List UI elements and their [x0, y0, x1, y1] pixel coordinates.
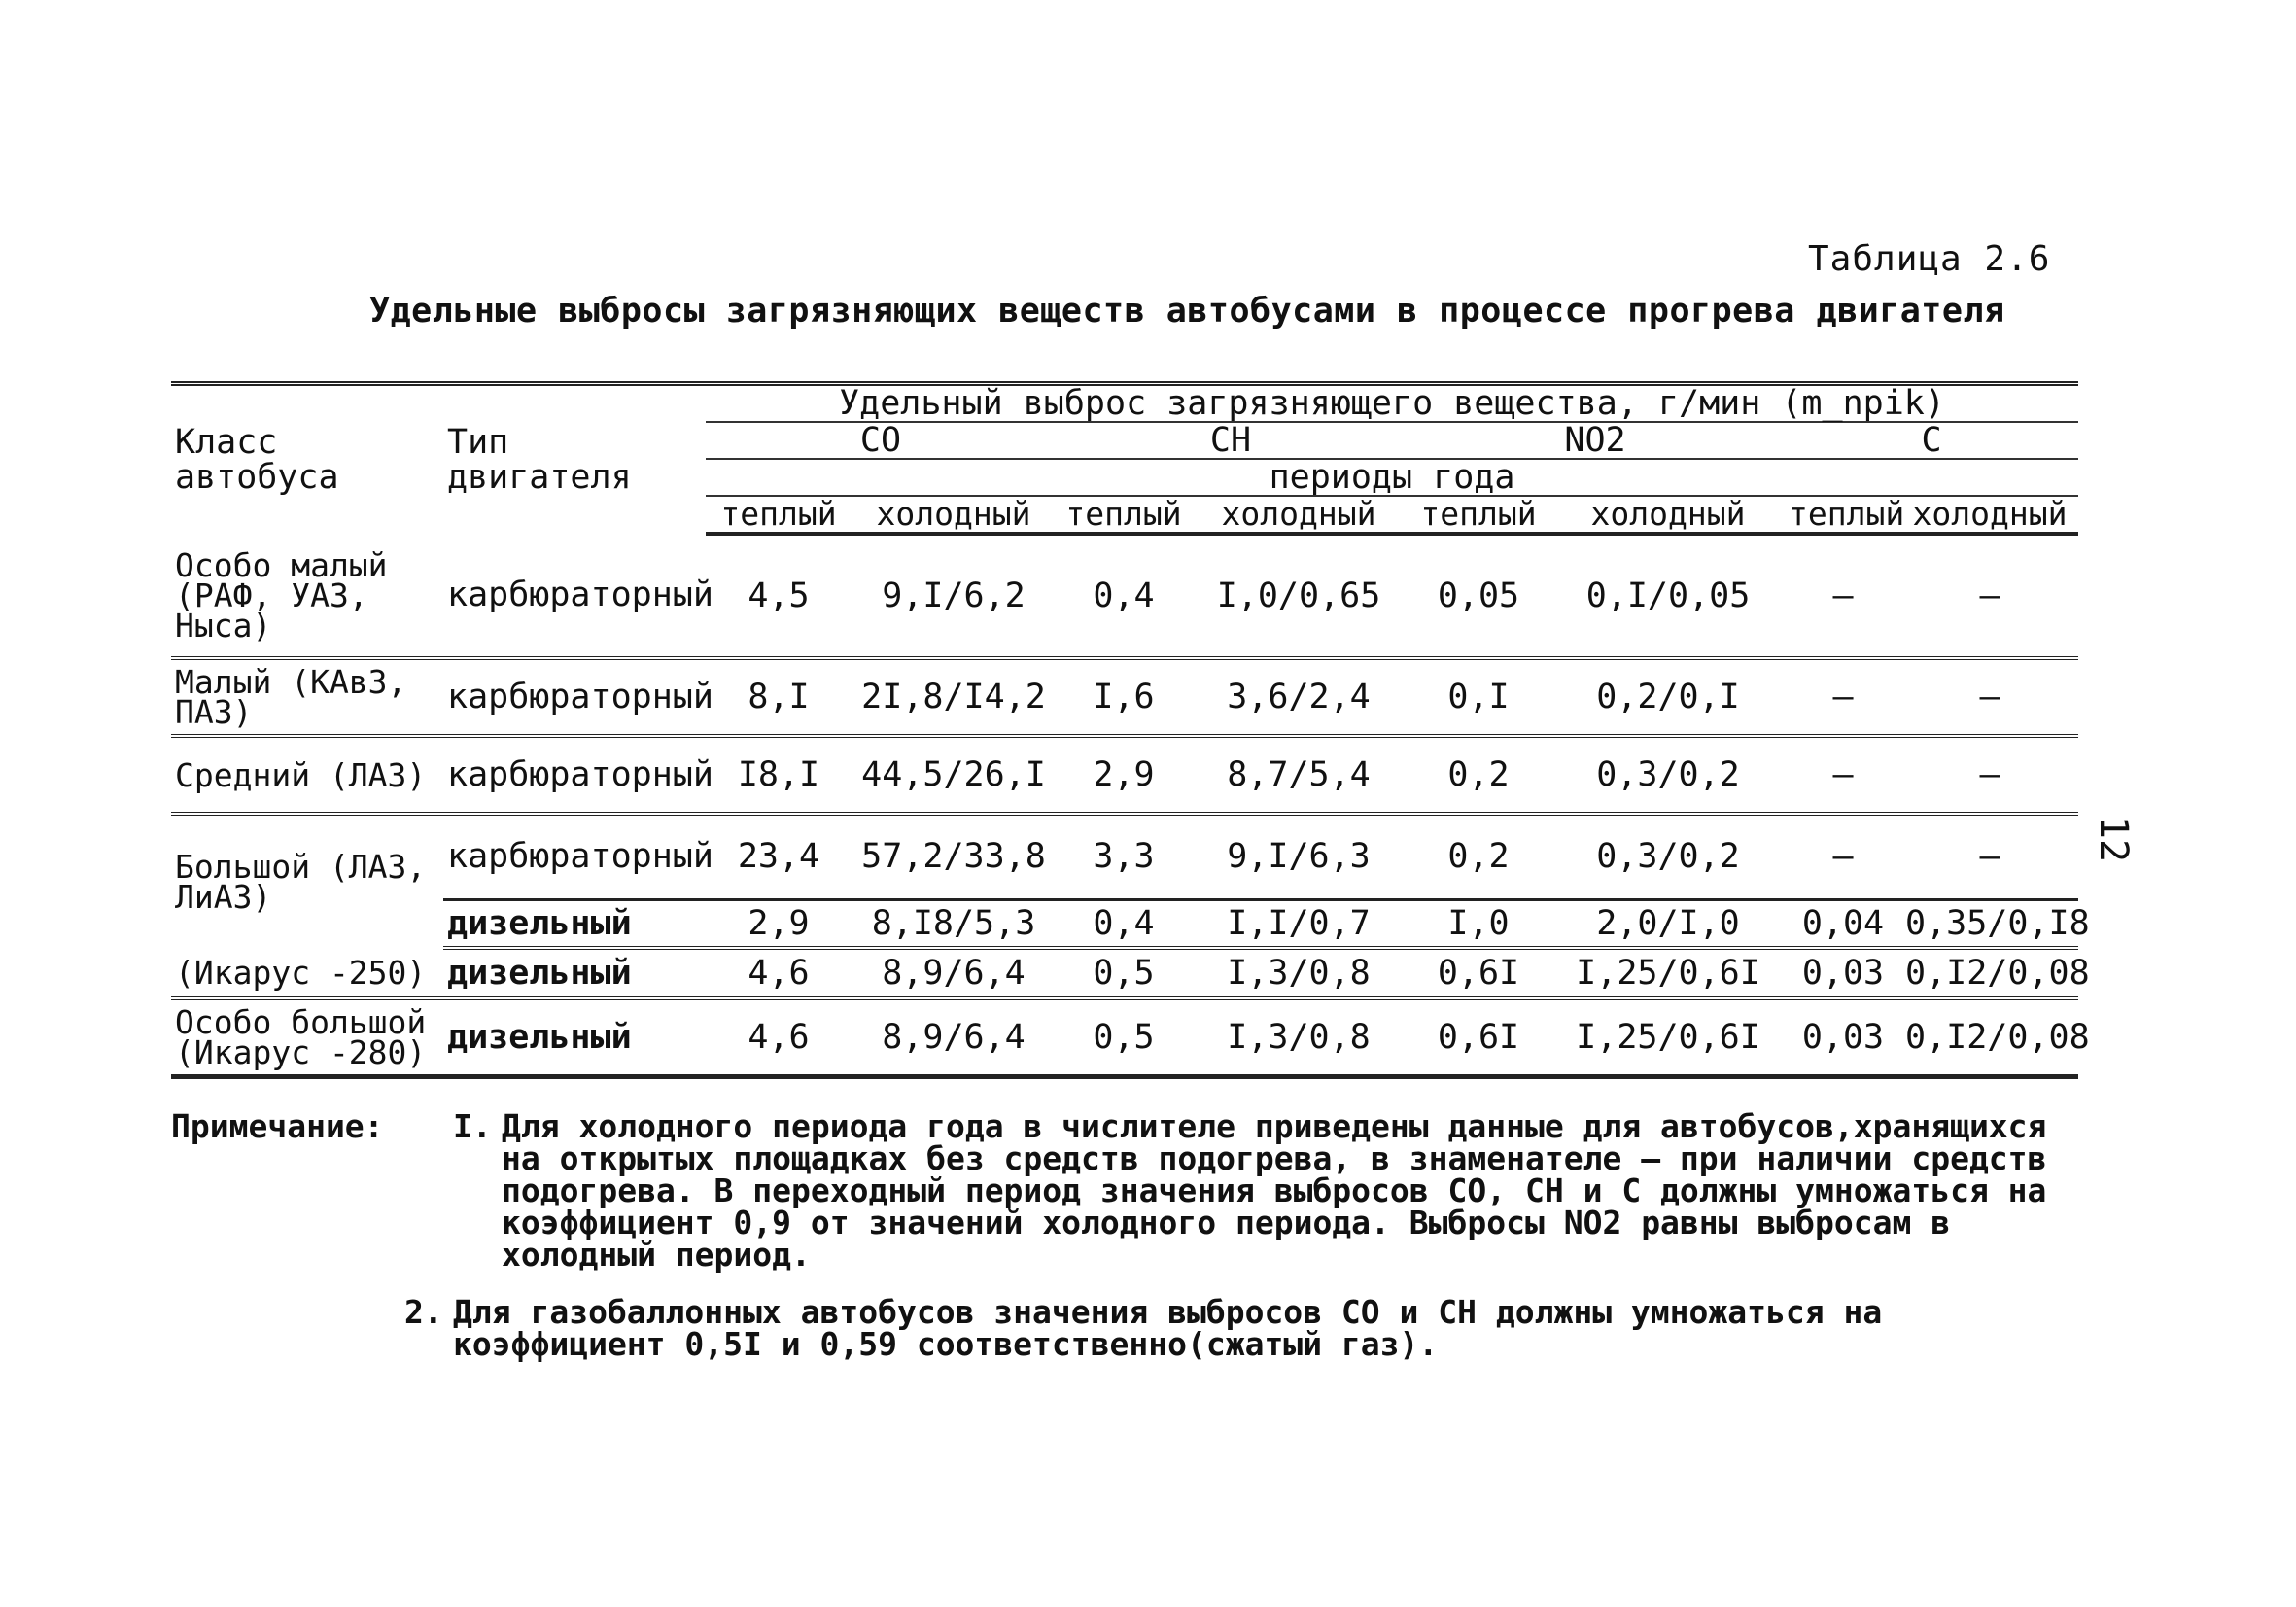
value-cell: 44,5/26,I	[852, 736, 1056, 814]
value-cell: 2,9	[1056, 736, 1192, 814]
value-cell: 0,I2/0,08	[1901, 998, 2078, 1076]
value-cell: –	[1901, 534, 2078, 658]
col-header-ch: CH	[1056, 422, 1406, 459]
bus-class: Особо большой (Икарус -280)	[171, 998, 443, 1076]
col-header-season: теплый	[1056, 496, 1192, 534]
value-cell: 3,3	[1056, 814, 1192, 899]
value-cell: I,3/0,8	[1192, 998, 1406, 1076]
table-number: Таблица 2.6	[1808, 239, 2051, 279]
value-cell: 0,3/0,2	[1551, 814, 1785, 899]
table-row	[171, 998, 2078, 1076]
note-number: I.	[453, 1107, 492, 1145]
bus-class: Малый (КАвЗ, ПАЗ)	[171, 658, 443, 736]
table-row	[171, 736, 2078, 814]
col-header-group: Удельный выброс загрязняющего вещества, г/мин (m_npik)	[706, 384, 2078, 423]
value-cell: –	[1785, 736, 1901, 814]
value-cell: I8,I	[706, 736, 852, 814]
engine-type: карбюраторный	[443, 736, 706, 814]
value-cell: 8,9/6,4	[852, 948, 1056, 998]
value-cell: 0,4	[1056, 534, 1192, 658]
engine-type: дизельный	[443, 899, 706, 948]
col-header-season: теплый	[1406, 496, 1551, 534]
value-cell: 23,4	[706, 814, 852, 899]
value-cell: –	[1785, 658, 1901, 736]
value-cell: –	[1901, 658, 2078, 736]
value-cell: I,0	[1406, 899, 1551, 948]
bus-class: (Икарус -250)	[171, 948, 443, 998]
notes-label: Примечание:	[171, 1107, 384, 1145]
value-cell: 4,6	[706, 948, 852, 998]
engine-type: карбюраторный	[443, 658, 706, 736]
value-cell: 0,03	[1785, 948, 1901, 998]
value-cell: 8,7/5,4	[1192, 736, 1406, 814]
col-header-co: CO	[706, 422, 1056, 459]
note-text: Для холодного периода года в числителе приведены данные для автобусов,хранящихся на открытых площадках без средств подогрева, в знаменателе – при наличии средств подогрева. В переходный период значения выбросов CO, CH и C должны умножаться на коэффициент 0,9 от значений холодного периода. Выбросы NO2 равны выбросам в холодный период.	[502, 1107, 2047, 1274]
value-cell: I,0/0,65	[1192, 534, 1406, 658]
emissions-table	[171, 381, 2090, 1079]
value-cell: 8,I8/5,3	[852, 899, 1056, 948]
value-cell: 0,5	[1056, 948, 1192, 998]
table-row	[171, 658, 2078, 736]
value-cell: 0,6I	[1406, 948, 1551, 998]
col-header-periods: периоды года	[706, 459, 2078, 496]
value-cell: 0,2	[1406, 736, 1551, 814]
col-header-season: холодный	[1901, 496, 2078, 534]
value-cell: I,25/0,6I	[1551, 948, 1785, 998]
value-cell: 0,04	[1785, 899, 1901, 948]
note-2	[171, 1293, 2057, 1363]
value-cell: 0,I	[1406, 658, 1551, 736]
value-cell: I,25/0,6I	[1551, 998, 1785, 1076]
col-header-season: холодный	[852, 496, 1056, 534]
value-cell: 57,2/33,8	[852, 814, 1056, 899]
value-cell: 8,9/6,4	[852, 998, 1056, 1076]
value-cell: 0,I/0,05	[1551, 534, 1785, 658]
value-cell: –	[1901, 736, 2078, 814]
value-cell: 0,2/0,I	[1551, 658, 1785, 736]
value-cell: 0,4	[1056, 899, 1192, 948]
value-cell: 8,I	[706, 658, 852, 736]
table-title: Удельные выбросы загрязняющих веществ автобусами в процессе прогрева двигателя	[369, 292, 2005, 331]
value-cell: 0,6I	[1406, 998, 1551, 1076]
value-cell: 0,2	[1406, 814, 1551, 899]
value-cell: I,3/0,8	[1192, 948, 1406, 998]
engine-type: дизельный	[443, 998, 706, 1076]
value-cell: –	[1901, 814, 2078, 899]
col-header-no2: NO2	[1406, 422, 1785, 459]
col-header-c: C	[1785, 422, 2078, 459]
value-cell: I,I/0,7	[1192, 899, 1406, 948]
value-cell: 2,0/I,0	[1551, 899, 1785, 948]
col-header-season: теплый	[706, 496, 852, 534]
value-cell: –	[1785, 534, 1901, 658]
table-row	[171, 948, 2078, 998]
bus-class: Большой (ЛАЗ, ЛиАЗ)	[175, 848, 427, 916]
value-cell: 4,6	[706, 998, 852, 1076]
engine-type: карбюраторный	[443, 534, 706, 658]
value-cell: 0,I2/0,08	[1901, 948, 2078, 998]
value-cell: 9,I/6,3	[1192, 814, 1406, 899]
note-text: Для газобаллонных автобусов значения выбросов CO и CH должны умножаться на коэффициент 0,5I и 0,59 соответственно(сжатый газ).	[453, 1293, 1883, 1363]
bus-class: Особо малый (РАФ, УАЗ, Ныса)	[171, 534, 443, 658]
value-cell: 4,5	[706, 534, 852, 658]
value-cell: I,6	[1056, 658, 1192, 736]
table-row	[171, 899, 2078, 948]
value-cell: 0,03	[1785, 998, 1901, 1076]
value-cell: 2I,8/I4,2	[852, 658, 1056, 736]
col-header-season: холодный	[1192, 496, 1406, 534]
engine-type: карбюраторный	[443, 814, 706, 899]
notes	[171, 1107, 2057, 1363]
bus-class: Средний (ЛАЗ)	[171, 736, 443, 814]
value-cell: 0,05	[1406, 534, 1551, 658]
col-header-engine: Тип двигателя	[443, 384, 706, 535]
page-number: 12	[2091, 815, 2137, 863]
col-header-season: теплый	[1785, 496, 1901, 534]
table-row	[171, 814, 2078, 899]
value-cell: 0,3/0,2	[1551, 736, 1785, 814]
value-cell: 3,6/2,4	[1192, 658, 1406, 736]
engine-type: дизельный	[443, 948, 706, 998]
value-cell: 9,I/6,2	[852, 534, 1056, 658]
note-1	[171, 1107, 2057, 1274]
table-row	[171, 534, 2078, 658]
value-cell: 2,9	[706, 899, 852, 948]
value-cell: –	[1785, 814, 1901, 899]
value-cell: 0,35/0,I8	[1901, 899, 2078, 948]
col-header-season: холодный	[1551, 496, 1785, 534]
value-cell: 0,5	[1056, 998, 1192, 1076]
col-header-class: Класс автобуса	[171, 384, 443, 535]
note-number: 2.	[404, 1293, 443, 1331]
